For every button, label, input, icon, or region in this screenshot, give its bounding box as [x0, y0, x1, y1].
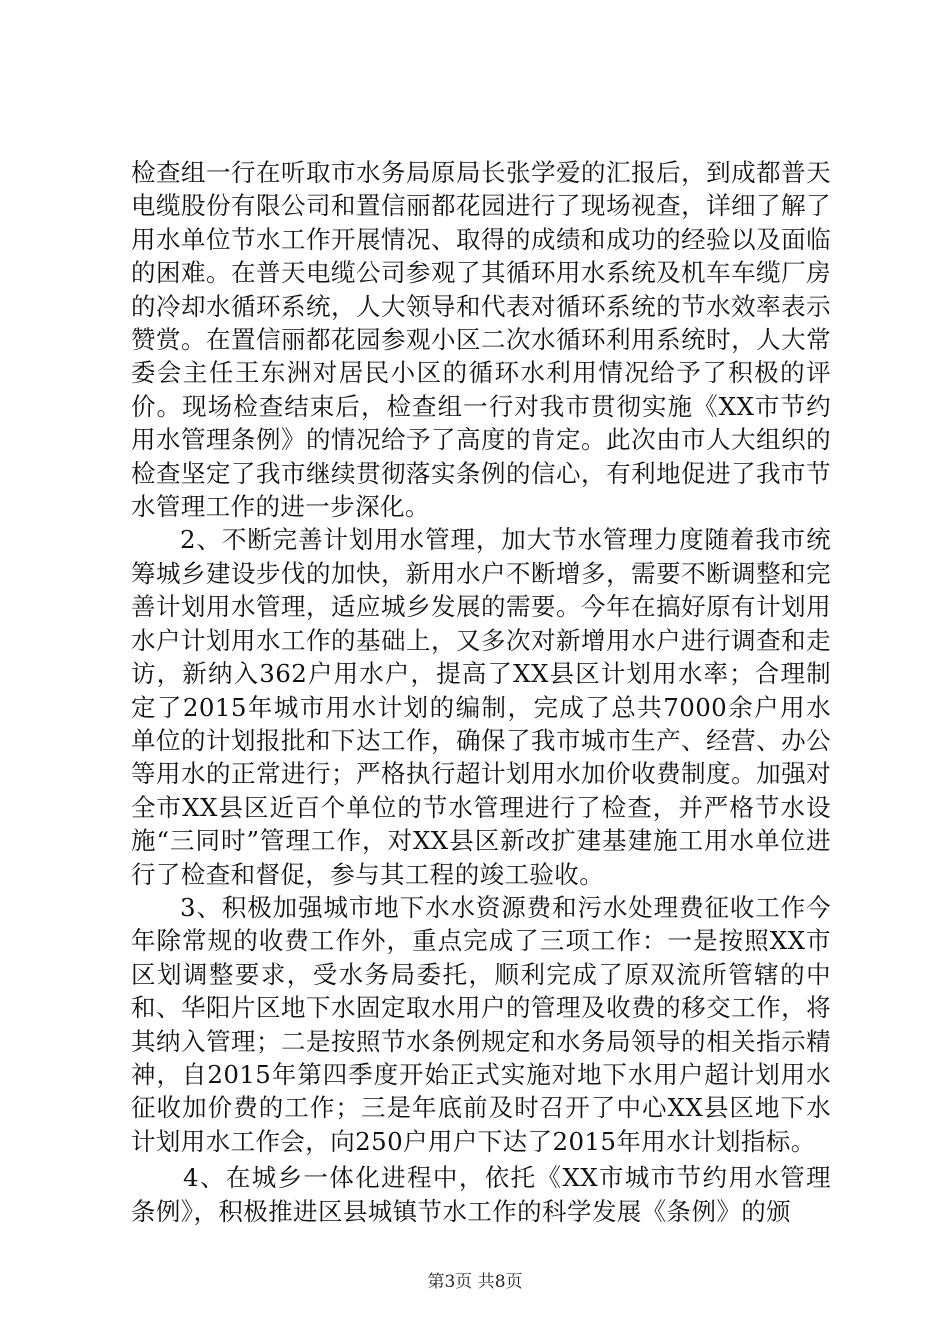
- paragraph-planned-water-management: 2、不断完善计划用水管理，加大节水管理力度随着我市统筹城乡建设步伐的加快，新用水户不断增多，需要不断调整和完善计划用水管理，适应城乡发展的需要。今年在搞好原有计划用水户计划用水工作的基础上，又多次对新增用水户进行调查和走访，新纳入362户用水户，提高了XX县区计划用水率；合理制定了2015年城市用水计划的编制，完成了总共7000余户用水单位的计划报批和下达工作，确保了我市城市生产、经营、办公等用水的正常进行；严格执行超计划用水加价收费制度。加强对全市XX县区近百个单位的节水管理进行了检查，并严格节水设施“三同时”管理工作，对XX县区新改扩建基建施工用水单位进行了检查和督促，参与其工程的竣工验收。: [131, 525, 831, 889]
- page-number-footer: 第3页 共8页: [427, 1272, 523, 1292]
- paragraph-inspection-visit: 检查组一行在听取市水务局原局长张学爱的汇报后，到成都普天电缆股份有限公司和置信丽都花园进行了现场视查，详细了解了用水单位节水工作开展情况、取得的成绩和成功的经验以及面临的困难。在普天电缆公司参观了其循环用水系统及机车车缆厂房的冷却水循环系统，人大领导和代表对循环系统的节水效率表示赞赏。在置信丽都花园参观小区二次水循环利用系统时，人大常委会主任王东洲对居民小区的循环水利用情况给予了积极的评价。现场检查结束后，检查组一行对我市贯彻实施《XX市节约用水管理条例》的情况给予了高度的肯定。此次由市人大组织的检查坚定了我市继续贯彻落实条例的信心，有利地促进了我市节水管理工作的进一步深化。: [131, 158, 831, 522]
- paragraph-groundwater-fee-collection: 3、积极加强城市地下水水资源费和污水处理费征收工作今年除常规的收费工作外，重点完成了三项工作：一是按照XX市区划调整要求，受水务局委托，顺利完成了原双流所管辖的中和、华阳片区地下水固定取水用户的管理及收费的移交工作，将其纳入管理；二是按照节水条例规定和水务局领导的相关指示精神，自2015年第四季度开始正式实施对地下水用户超计划用水征收加价费的工作；三是年底前及时召开了中心XX县区地下水计划用水工作会，向250户用户下达了2015年用水计划指标。: [131, 892, 831, 1156]
- document-body: [131, 156, 831, 1228]
- paragraph-urban-rural-integration: 4、在城乡一体化进程中，依托《XX市城市节约用水管理条例》，积极推进区县城镇节水工作的科学发展《条例》的颁: [131, 1163, 831, 1226]
